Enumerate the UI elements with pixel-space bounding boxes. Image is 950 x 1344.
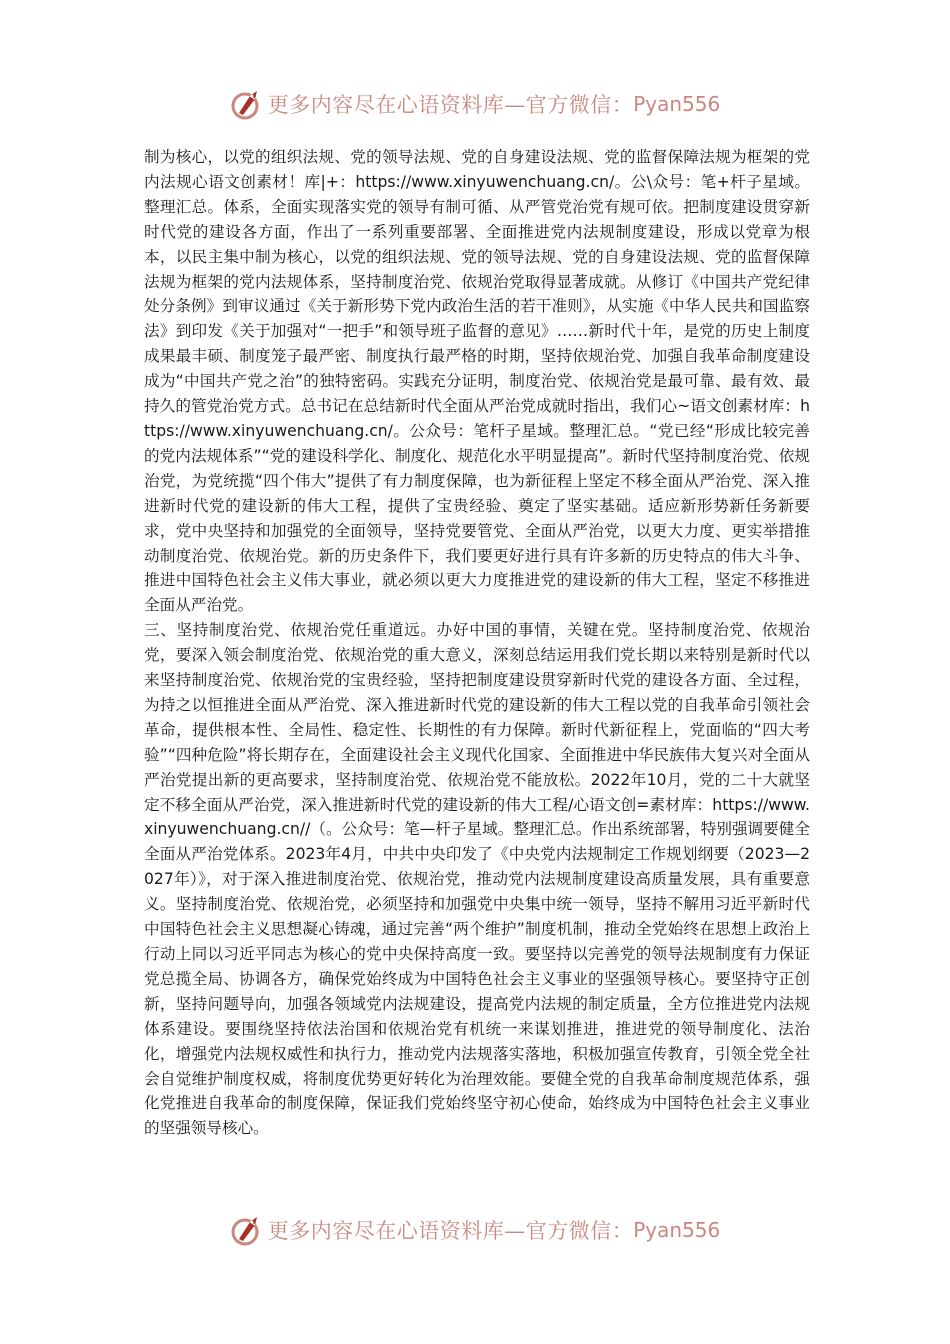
footer-slogan: 更多内容尽在心语资料库—官方微信： [267,1219,634,1243]
header-banner [0,84,950,124]
paragraph: 制为核心，以党的组织法规、党的领导法规、党的自身建设法规、党的监督保障法规为框架的党内法规心语文创素材！库|+：https://www.xinyuwenchuang.cn/。公\众号：笔+杆子星域。整理汇总。体系，全面实现落实党的领导有制可循、从严管党治党有规可依。把制度建设贯穿新时代党的建设各方面，作出了一系列重要部署、全面推进党内法规制度建设，形成以党章为根本，以民主集中制为核心，以党的组织法规、党的领导法规、党的自身建设法规、党的监督保障法规为框架的党内法规体系，坚持制度治党、依规治党取得显著成就。从修订《中国共产党纪律处分条例》到审议通过《关于新形势下党内政治生活的若干准则》，从实施《中华人民共和国监察法》到印发《关于加强对“一把手”和领导班子监督的意见》……新时代十年，是党的历史上制度成果最丰硕、制度笼子最严密、制度执行最严格的时期，坚持依规治党、加强自我革命制度建设成为“中国共产党之治”的独特密码。实践充分证明，制度治党、依规治党是最可靠、最有效、最持久的管党治党方式。总书记在总结新时代全面从严治党成就时指出，我们心~语文创素材库：https://www.xinyuwenchuang.cn/。公众号：笔杆子星域。整理汇总。“党已经“形成比较完善的党内法规体系”“党的建设科学化、制度化、规范化水平明显提高”。新时代坚持制度治党、依规治党，为党统揽“四个伟大”提供了有力制度保障，也为新征程上坚定不移全面从严治党、深入推进新时代党的建设新的伟大工程，提供了宝贵经验、奠定了坚实基础。适应新形势新任务新要求，党中央坚持和加强党的全面领导，坚持党要管党、全面从严治党，以更大力度、更实举措推动制度治党、依规治党。新的历史条件下，我们要更好进行具有许多新的历史特点的伟大斗争、推进中国特色社会主义伟大事业，就必须以更大力度推进党的建设新的伟大工程，坚定不移推进全面从严治党。 [144,148,810,615]
document-body [144,145,810,1141]
header-slogan: 更多内容尽在心语资料库—官方微信： [267,93,634,117]
pen-nib-logo-icon [230,87,264,121]
pen-nib-logo-icon [230,1213,264,1247]
footer-banner [0,1210,950,1250]
footer-wechat-id: Pyan556 [633,1218,721,1242]
header-wechat-id: Pyan556 [633,92,721,116]
paragraph: 三、坚持制度治党、依规治党任重道远。办好中国的事情，关键在党。坚持制度治党、依规治党，要深入领会制度治党、依规治党的重大意义，深刻总结运用我们党长期以来特别是新时代以来坚持制度治党、依规治党的宝贵经验，坚持把制度建设贯穿新时代党的建设各方面、全过程，为持之以恒推进全面从严治党、深入推进新时代党的建设新的伟大工程以党的自我革命引领社会革命，提供根本性、全局性、稳定性、长期性的有力保障。新时代新征程上，党面临的“四大考验”“四种危险”将长期存在，全面建设社会主义现代化国家、全面推进中华民族伟大复兴对全面从严治党提出新的更高要求，坚持制度治党、依规治党不能放松。2022年10月，党的二十大就坚定不移全面从严治党，深入推进新时代党的建设新的伟大工程/心语文创=素材库：https://www.xinyuwenchuang.cn//（。公众号：笔—杆子星域。整理汇总。作出系统部署，特别强调要健全全面从严治党体系。2023年4月，中共中央印发了《中央党内法规制定工作规划纲要（2023—2027年）》，对于深入推进制度治党、依规治党，推动党内法规制度建设高质量发展，具有重要意义。坚持制度治党、依规治党，必须坚持和加强党中央集中统一领导，坚持不解用习近平新时代中国特色社会主义思想凝心铸魂，通过完善“两个维护”制度机制，推动全党始终在思想上政治上行动上同以习近平同志为核心的党中央保持高度一致。要坚持以完善党的领导法规制度有力保证党总揽全局、协调各方，确保党始终成为中国特色社会主义事业的坚强领导核心。要坚持守正创新，坚持问题导向，加强各领域党内法规建设，提高党内法规的制定质量，全方位推进党内法规体系建设。要围绕坚持依法治国和依规治党有机统一来谋划推进，推进党的领导制度化、法治化，增强党内法规权威性和执行力，推动党内法规落实落地，积极加强宣传教育，引领全党全社会自觉维护制度权威，将制度优势更好转化为治理效能。要健全党的自我革命制度规范体系，强化党推进自我革命的制度保障，保证我们党始终坚守初心使命，始终成为中国特色社会主义事业的坚强领导核心。 [144,621,810,1138]
